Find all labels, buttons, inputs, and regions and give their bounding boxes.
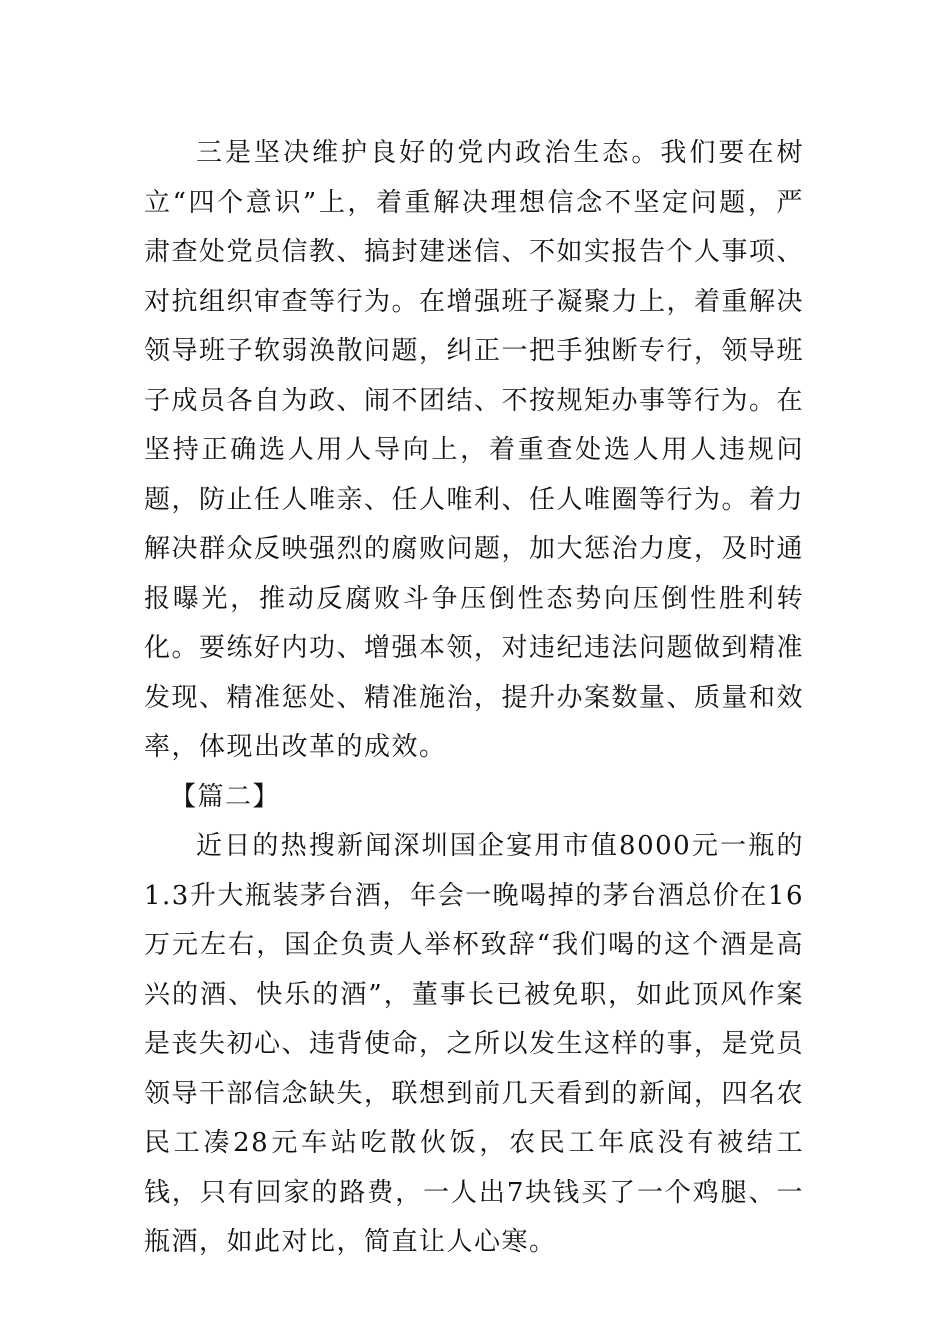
paragraph-news-commentary: 近日的热搜新闻深圳国企宴用市值8000元一瓶的1.3升大瓶装茅台酒，年会一晚喝掉的茅台酒总价在16万元左右，国企负责人举杯致辞“我们喝的这个酒是高兴的酒、快乐的酒”，董事长已被免职，如此顶风作案是丧失初心、违背使命，之所以发生这样的事，是党员领导干部信念缺失，联想到前几天看到的新闻，四名农民工凑28元车站吃散伙饭，农民工年底没有被结工钱，只有回家的路费，一人出7块钱买了一个鸡腿、一瓶酒，如此对比，简直让人心寒。: [144, 831, 805, 1257]
section-heading-part-two: 【篇二】: [170, 781, 281, 812]
paragraph-political-ecology: 三是坚决维护良好的党内政治生态。我们要在树立“四个意识”上，着重解决理想信念不坚定问题，严肃查处党员信教、搞封建迷信、不如实报告个人事项、对抗组织审查等行为。在增强班子凝聚力上，着重解决领导班子软弱涣散问题，纠正一把手独断专行，领导班子成员各自为政、闹不团结、不按规矩办事等行为。在坚持正确选人用人导向上，着重查处选人用人违规问题，防止任人唯亲、任人唯利、任人唯圈等行为。着力解决群众反映强烈的腐败问题，加大惩治力度，及时通报曝光，推动反腐败斗争压倒性态势向压倒性胜利转化。要练好内功、增强本领，对违纪违法问题做到精准发现、精准惩处、精准施治，提升办案数量、质量和效率，体现出改革的成效。: [144, 138, 805, 762]
document-body: [144, 129, 804, 1268]
